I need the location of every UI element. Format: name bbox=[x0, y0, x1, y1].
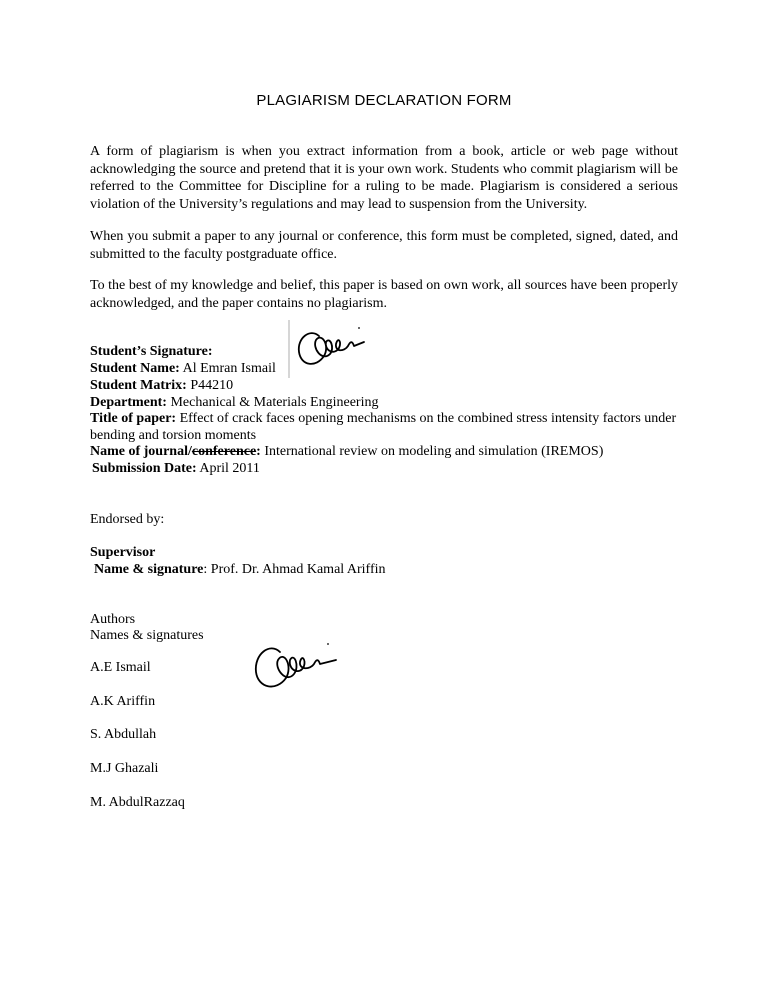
student-name-value: Al Emran Ismail bbox=[182, 361, 276, 376]
author-item: M. AbdulRazzaq bbox=[90, 795, 185, 810]
paper-title-row bbox=[90, 410, 680, 444]
supervisor-row: Name & signature: Prof. Dr. Ahmad Kamal Ariffin bbox=[94, 562, 386, 577]
student-name-row bbox=[90, 360, 276, 377]
department-row bbox=[90, 394, 378, 411]
journal-label-struck: conference bbox=[191, 444, 257, 459]
journal-row bbox=[90, 443, 603, 460]
paragraph-submission: When you submit a paper to any journal or conference, this form must be completed, signed, dated, and submitted to the faculty postgraduate office. bbox=[90, 229, 678, 262]
journal-value: International review on modeling and simulation (IREMOS) bbox=[264, 444, 604, 459]
paragraph-statement: To the best of my knowledge and belief, this paper is based on own work, all sources have been properly acknowledged, and the paper contains no plagiarism. bbox=[90, 278, 678, 311]
authors-subheading: Names & signatures bbox=[90, 628, 204, 643]
author-item: A.E Ismail bbox=[90, 660, 151, 675]
authors-heading: Authors bbox=[90, 612, 136, 627]
paper-title-value: Effect of crack faces opening mechanisms on the combined stress intensity factors under bending and torsion moments bbox=[90, 411, 677, 443]
endorsed-by: Endorsed by: bbox=[90, 512, 165, 527]
authors-signature-image bbox=[248, 632, 348, 702]
paper-title-label: Title of paper: bbox=[90, 411, 177, 426]
department-value: Mechanical & Materials Engineering bbox=[170, 395, 379, 410]
department-label: Department: bbox=[90, 395, 167, 410]
submission-date-label: Submission Date: bbox=[92, 461, 197, 476]
student-signature-label: Student’s Signature: bbox=[90, 344, 213, 359]
page-title: PLAGIARISM DECLARATION FORM bbox=[256, 92, 512, 109]
supervisor-label: Name & signature bbox=[94, 562, 204, 577]
student-signature-image bbox=[286, 318, 382, 380]
student-name-label: Student Name: bbox=[90, 361, 180, 376]
student-signature-row bbox=[90, 343, 213, 360]
student-matrix-value: P44210 bbox=[190, 378, 234, 393]
student-matrix-row bbox=[90, 377, 233, 394]
journal-label: Name of journal/conference: bbox=[90, 444, 261, 459]
author-item: A.K Ariffin bbox=[90, 694, 156, 709]
paragraph-definition: A form of plagiarism is when you extract information from a book, article or web page without acknowledging the source and pretend that it is your own work. Students who commit plagiarism will be referred to the Committee for Discipline for a ruling to be made. Plagiarism is considered a serious violation of the University’s regulations and may lead to suspension from the University. bbox=[90, 144, 678, 212]
supervisor-name: Prof. Dr. Ahmad Kamal Ariffin bbox=[210, 562, 386, 577]
submission-date-value: April 2011 bbox=[199, 461, 260, 476]
submission-date-row bbox=[92, 460, 260, 477]
author-item: S. Abdullah bbox=[90, 727, 157, 742]
student-matrix-label: Student Matrix: bbox=[90, 378, 187, 393]
author-item: M.J Ghazali bbox=[90, 761, 159, 776]
supervisor-heading: Supervisor bbox=[90, 545, 156, 560]
